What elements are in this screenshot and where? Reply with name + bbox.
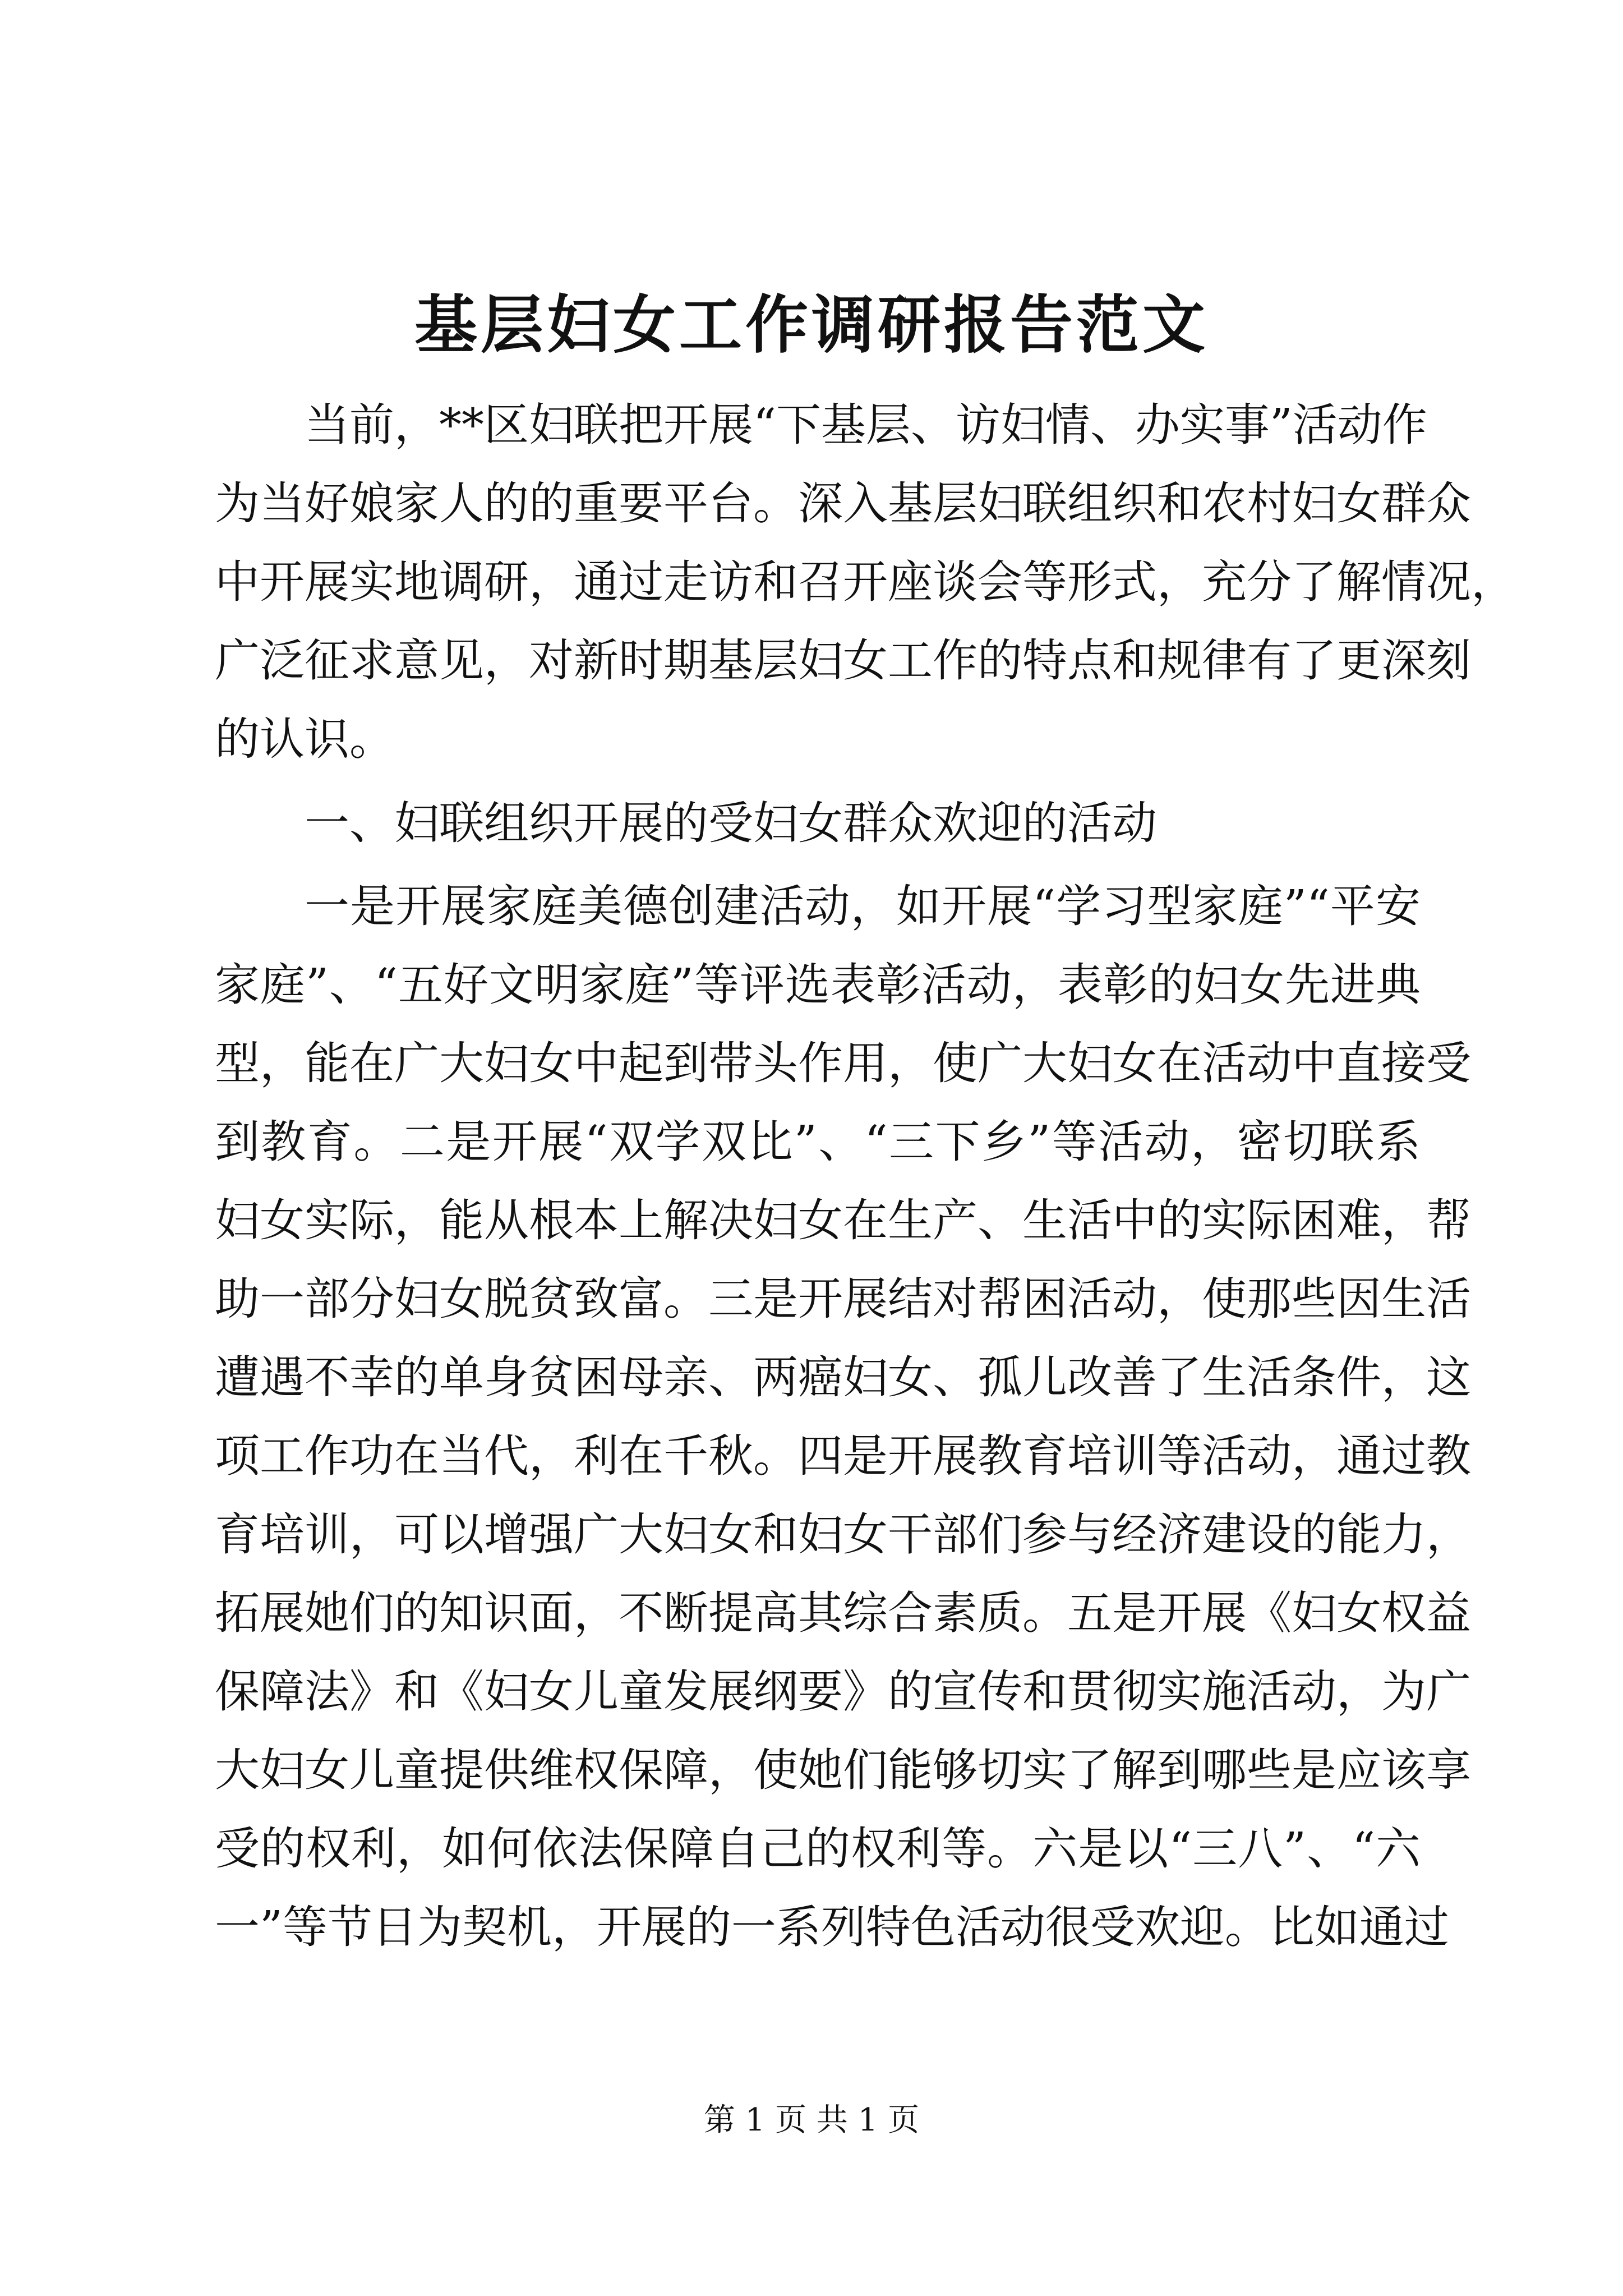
paragraph-line: 家庭”、“五好文明家庭”等评选表彰活动，表彰的妇女先进典 [215,959,1421,1011]
paragraph-line: 中开展实地调研，通过走访和召开座谈会等形式，充分了解情况， [215,556,1516,608]
section-heading: 一、妇联组织开展的受妇女群众欢迎的活动 [305,797,1157,849]
paragraph-line: 一是开展家庭美德创建活动，如开展“学习型家庭”“平安 [305,880,1421,932]
paragraph-line: 保障法》和《妇女儿童发展纲要》的宣传和贯彻实施活动，为广 [215,1665,1471,1718]
paragraph-line: 拓展她们的知识面，不断提高其综合素质。五是开展《妇女权益 [215,1587,1471,1639]
paragraph-line: 广泛征求意见，对新时期基层妇女工作的特点和规律有了更深刻 [215,634,1471,687]
paragraph-line: 的认识。 [215,713,394,765]
paragraph-line: 助一部分妇女脱贫致富。三是开展结对帮困活动，使那些因生活 [215,1273,1471,1325]
paragraph-line: 到教育。二是开展“双学双比”、“三下乡”等活动，密切联系 [215,1116,1421,1168]
paragraph-line: 项工作功在当代，利在千秋。四是开展教育培训等活动，通过教 [215,1430,1471,1482]
page-footer: 第 1 页 共 1 页 [703,2102,920,2138]
paragraph-line: 大妇女儿童提供维权保障，使她们能够切实了解到哪些是应该享 [215,1744,1471,1796]
paragraph-line: 受的权利，如何依法保障自己的权利等。六是以“三八”、“六 [215,1823,1421,1875]
paragraph-line: 当前，**区妇联把开展“下基层、访妇情、办实事”活动作 [305,399,1427,451]
paragraph-line: 妇女实际，能从根本上解决妇女在生产、生活中的实际困难，帮 [215,1194,1471,1246]
paragraph-line: 型，能在广大妇女中起到带头作用，使广大妇女在活动中直接受 [215,1037,1471,1089]
paragraph-line: 遭遇不幸的单身贫困母亲、两癌妇女、孤儿改善了生活条件，这 [215,1351,1471,1404]
paragraph-line: 为当好娘家人的的重要平台。深入基层妇联组织和农村妇女群众 [215,477,1471,530]
paragraph-line: 一”等节日为契机，开展的一系列特色活动很受欢迎。比如通过 [215,1901,1449,1953]
paragraph-line: 育培训，可以增强广大妇女和妇女干部们参与经济建设的能力， [215,1508,1471,1561]
page-title: 基层妇女工作调研报告范文 [414,288,1209,362]
